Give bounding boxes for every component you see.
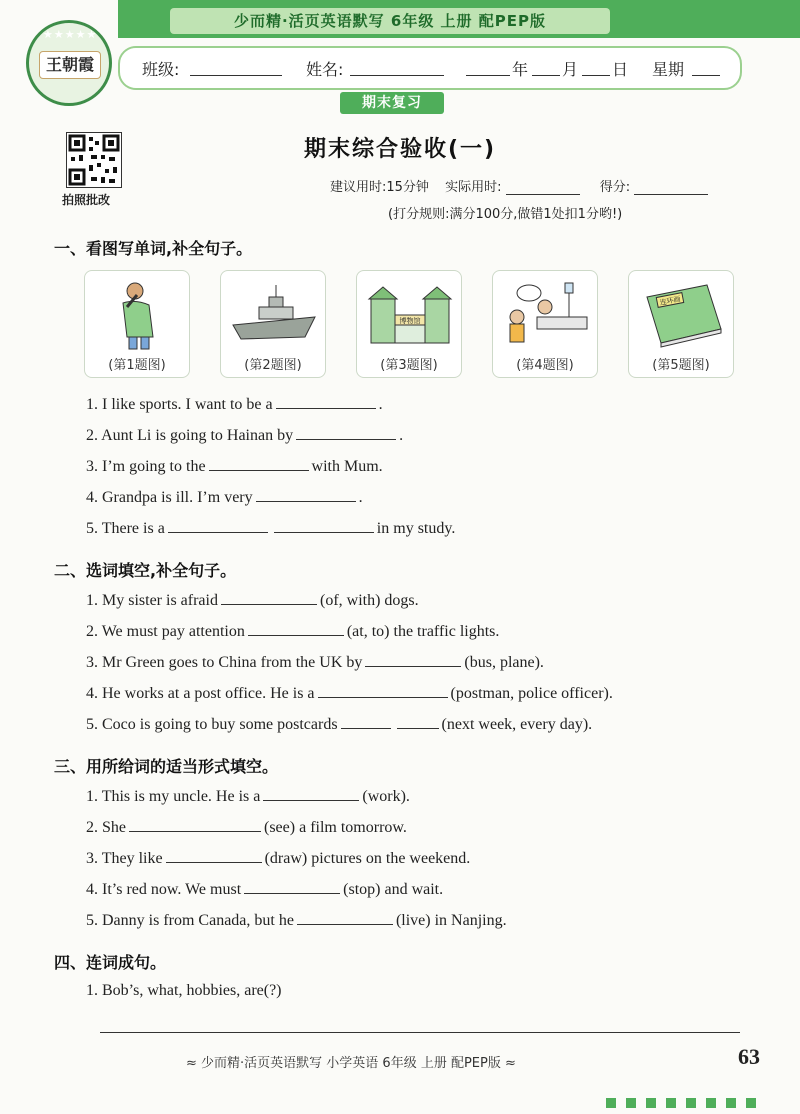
s4-question-1: 1. Bob’s, what, hobbies, are(?): [86, 982, 282, 999]
footer-square: [626, 1098, 636, 1108]
answer-blank[interactable]: [318, 683, 448, 698]
s1-question-4: 4. Grandpa is ill. I’m very .: [86, 489, 363, 506]
picture-card-3: [356, 270, 462, 378]
footer-square: [726, 1098, 736, 1108]
picture-card-1: [84, 270, 190, 378]
month-field[interactable]: [532, 59, 560, 76]
score-label: 得分:: [599, 180, 631, 195]
athlete-icon: [93, 277, 183, 351]
weekday-label: 星期: [652, 60, 685, 79]
s2-question-4: 4. He works at a post office. He is a (postman, police officer).: [86, 685, 613, 702]
s2-question-2: 2. We must pay attention (at, to) the traffic lights.: [86, 623, 500, 640]
answer-blank[interactable]: [397, 714, 439, 729]
comic-book-icon: [637, 277, 727, 351]
answer-blank[interactable]: [248, 621, 344, 636]
s2-question-1: 1. My sister is afraid (of, with) dogs.: [86, 592, 419, 609]
year-field[interactable]: [466, 59, 510, 76]
qr-label: 拍照批改: [62, 193, 111, 207]
logo-text: 王朝霞: [39, 51, 101, 79]
class-label: 班级:: [142, 60, 180, 79]
publisher-logo: [26, 20, 112, 106]
score-field[interactable]: [634, 182, 708, 195]
section-1-heading: 一、看图写单词,补全句子。: [54, 239, 253, 258]
sick-grandpa-icon: [501, 277, 591, 351]
answer-blank[interactable]: [129, 817, 261, 832]
page-title: 期末综合验收(一): [303, 137, 497, 162]
scoring-rules: (打分规则:满分100分,做错1处扣1分哟!): [388, 207, 623, 222]
answer-blank[interactable]: [297, 910, 393, 925]
museum-icon: [365, 277, 455, 351]
museum-sign: 博物馆: [399, 317, 421, 325]
section-3-heading: 三、用所给词的适当形式填空。: [54, 757, 279, 776]
picture-label-2: (第2题图): [244, 358, 302, 373]
month-label: 月: [562, 60, 579, 79]
picture-card-5: [628, 270, 734, 378]
s3-question-5: 5. Danny is from Canada, but he (live) in Nanjing.: [86, 912, 507, 929]
footer-square: [606, 1098, 616, 1108]
book-title: 连环画: [659, 295, 682, 307]
answer-blank[interactable]: [365, 652, 461, 667]
ship-icon: [229, 277, 319, 351]
s1-question-3: 3. I’m going to the with Mum.: [86, 458, 383, 475]
suggested-time: 建议用时:15分钟: [330, 180, 429, 195]
actual-time-field[interactable]: [506, 182, 580, 195]
answer-blank[interactable]: [256, 487, 356, 502]
answer-blank[interactable]: [209, 456, 309, 471]
year-label: 年: [512, 60, 529, 79]
footer-square: [686, 1098, 696, 1108]
weekday-field[interactable]: [692, 59, 720, 76]
footer-square: [646, 1098, 656, 1108]
actual-time-label: 实际用时:: [445, 180, 502, 195]
picture-card-4: [492, 270, 598, 378]
section-tag: 期末复习: [340, 92, 444, 114]
class-field[interactable]: [190, 59, 282, 76]
answer-blank[interactable]: [166, 848, 262, 863]
s1-question-2: 2. Aunt Li is going to Hainan by .: [86, 427, 404, 444]
series-title: 少而精·活页英语默写 6年级 上册 配PEP版: [170, 8, 610, 34]
picture-label-1: (第1题图): [108, 358, 166, 373]
answer-blank[interactable]: [274, 518, 374, 533]
s2-question-3: 3. Mr Green goes to China from the UK by (bus, plane).: [86, 654, 544, 671]
section-4-heading: 四、连词成句。: [54, 953, 167, 972]
picture-label-5: (第5题图): [652, 358, 710, 373]
picture-label-3: (第3题图): [380, 358, 438, 373]
star-icon: ★★★★★: [43, 28, 98, 41]
page-number: 63: [738, 1044, 760, 1069]
answer-blank[interactable]: [263, 786, 359, 801]
footer-square: [706, 1098, 716, 1108]
picture-label-4: (第4题图): [516, 358, 574, 373]
answer-blank[interactable]: [221, 590, 317, 605]
picture-card-2: [220, 270, 326, 378]
name-field[interactable]: [350, 59, 444, 76]
answer-blank[interactable]: [244, 879, 340, 894]
student-info-bar: [118, 46, 742, 90]
s3-question-4: 4. It’s red now. We must (stop) and wait.: [86, 881, 444, 898]
answer-line[interactable]: [100, 1032, 740, 1033]
answer-blank[interactable]: [296, 425, 396, 440]
answer-blank[interactable]: [341, 714, 391, 729]
s3-question-1: 1. This is my uncle. He is a (work).: [86, 788, 410, 805]
s3-question-3: 3. They like (draw) pictures on the weekend.: [86, 850, 471, 867]
footer-square: [666, 1098, 676, 1108]
name-label: 姓名:: [306, 60, 344, 79]
answer-blank[interactable]: [276, 394, 376, 409]
answer-blank[interactable]: [168, 518, 268, 533]
s1-question-5: 5. There is a in my study.: [86, 520, 456, 537]
s1-question-1: 1. I like sports. I want to be a .: [86, 396, 383, 413]
section-2-heading: 二、选词填空,补全句子。: [54, 561, 237, 580]
time-score-line: [330, 176, 708, 195]
footer-text: ≈ 少而精·活页英语默写 小学英语 6年级 上册 配PEP版 ≈: [186, 1056, 516, 1071]
s3-question-2: 2. She (see) a film tomorrow.: [86, 819, 407, 836]
day-field[interactable]: [582, 59, 610, 76]
day-label: 日: [612, 60, 629, 79]
s2-question-5: 5. Coco is going to buy some postcards (next week, every day).: [86, 716, 593, 733]
footer-square: [746, 1098, 756, 1108]
